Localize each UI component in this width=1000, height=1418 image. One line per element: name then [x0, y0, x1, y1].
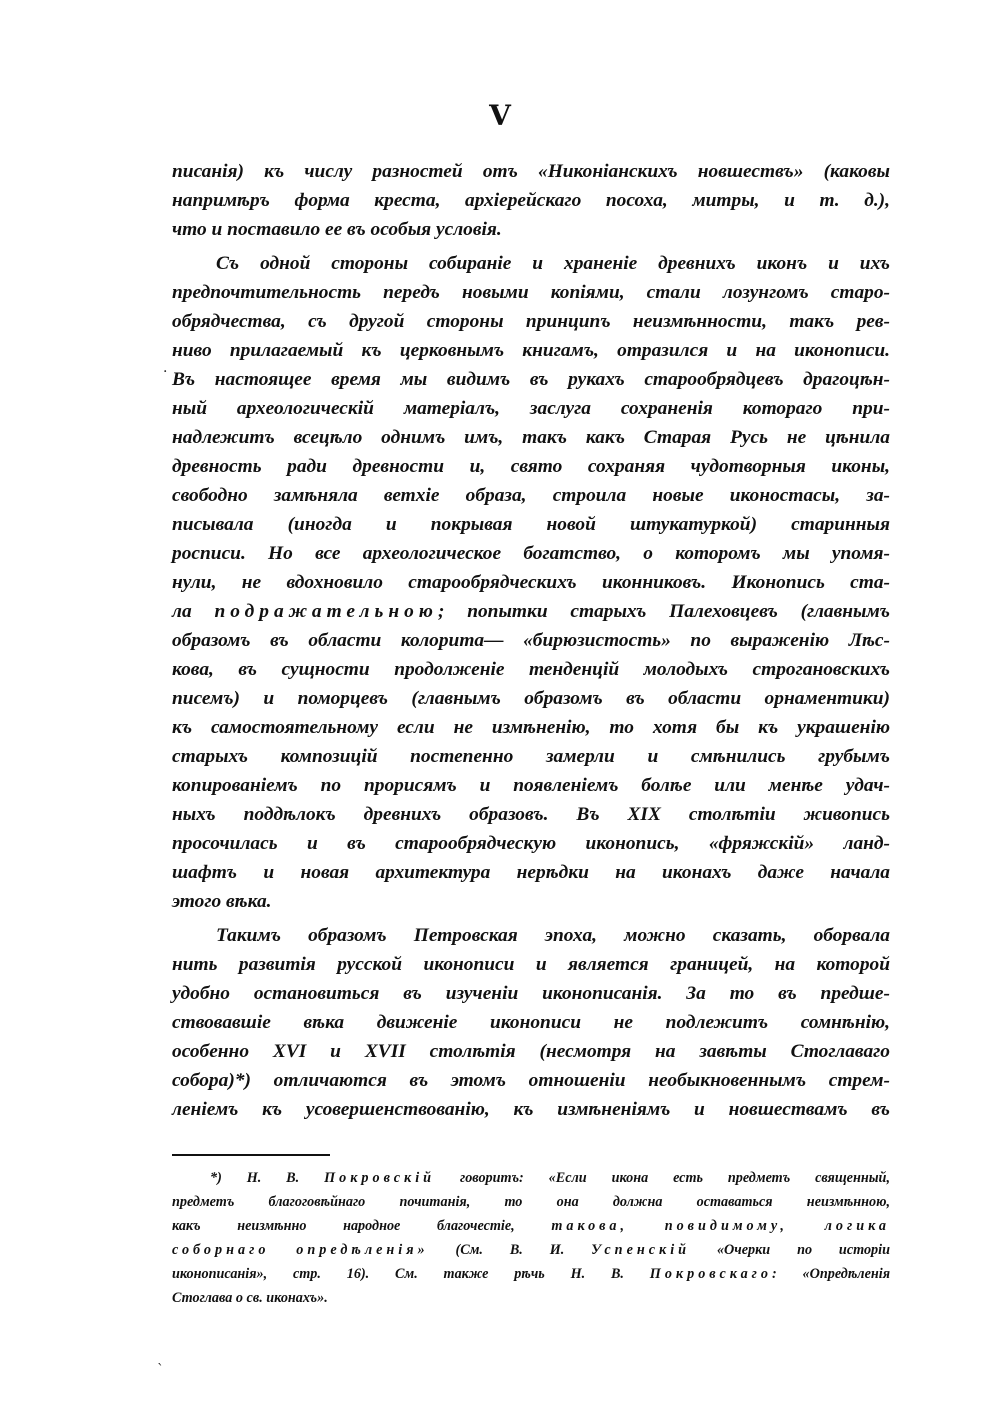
text-line: леніемъ къ усовершенствованію, къ измѣненіямъ и новшествамъ въ — [172, 1099, 890, 1120]
text-line: свободно замѣняла ветхіе образа, строила новые иконостасы, за- — [172, 485, 890, 506]
text-line: ла подражательною; попытки старыхъ Палеховцевъ (главнымъ — [172, 601, 890, 622]
footnote-line: соборнаго опредѣленія» (См. В. И. Успенскій «Очерки по исторіи — [172, 1242, 890, 1258]
spaced-emphasis: такова, — [551, 1218, 629, 1234]
text-line: просочилась и въ старообрядческую иконопись, «фряжскій» ланд- — [172, 833, 890, 854]
spaced-emphasis: Покровскій — [324, 1170, 436, 1186]
text-line: этого вѣка. — [172, 891, 272, 912]
scan-speck: ˋ — [157, 1362, 164, 1378]
text-line: ниво прилагаемый къ церковнымъ книгамъ, отразился и на иконописи. — [172, 340, 890, 361]
spaced-emphasis: Покровскаго — [649, 1266, 772, 1282]
page-number: V — [489, 99, 511, 132]
paragraph-start-line: Такимъ образомъ Петровская эпоха, можно сказать, оборвала — [216, 925, 890, 946]
text-line: предпочтительность передъ новыми копіями, стали лозунгомъ старо- — [172, 282, 890, 303]
text-line: шафтъ и новая архитектура нерѣдки на иконахъ даже начала — [172, 862, 890, 883]
text-line: нули, не вдохновило старообрядческихъ иконниковъ. Иконопись ста- — [172, 572, 890, 593]
text-line: росписи. Но все археологическое богатство, о которомъ мы упомя- — [172, 543, 890, 564]
spaced-emphasis: подражательною — [214, 601, 438, 622]
footnote-line: какъ неизмѣнно народное благочестіе, такова, повидимому, логика — [172, 1218, 891, 1234]
spaced-emphasis: соборнаго — [172, 1242, 270, 1258]
text-line: собора)*) отличаются въ этомъ отношеніи необыкновеннымъ стрем- — [172, 1070, 890, 1091]
spaced-emphasis: повидимому, — [664, 1218, 788, 1234]
text-line: нить развитія русской иконописи и является границей, на которой — [172, 954, 890, 975]
text-line: Въ настоящее время мы видимъ въ рукахъ старообрядцевъ драгоцѣн- — [172, 369, 890, 390]
spaced-emphasis: опредѣленія» — [296, 1242, 429, 1258]
footnote-line: *) Н. В. Покровскій говоритъ: «Если икона есть предметъ священный, — [210, 1170, 890, 1186]
text-line: образомъ въ области колорита— «бирюзистость» по выраженію Лѣс- — [172, 630, 890, 651]
text-line: писанія) къ числу разностей отъ «Никоніанскихъ новшествъ» (каковы — [172, 161, 890, 182]
footnote-line: предметъ благоговѣйнаго почитанія, то она должна оставаться неизмѣнною, — [172, 1194, 890, 1210]
text-line: напримѣръ форма креста, архіерейскаго посоха, митры, и т. д.), — [172, 190, 890, 211]
text-line: къ самостоятельному если не измѣненію, то хотя бы къ украшенію — [172, 717, 890, 738]
text-line: что и поставило ее въ особыя условія. — [172, 219, 502, 240]
spaced-emphasis: Успенскій — [591, 1242, 691, 1258]
text-line: особенно XVI и XVII столѣтія (несмотря на завѣты Стоглаваго — [172, 1041, 890, 1062]
text-line: кова, въ сущности продолженіе тенденцій молодыхъ строгановскихъ — [172, 659, 890, 680]
footnote-line: Стоглава о св. иконахъ». — [172, 1290, 328, 1306]
text-line: ствовавшіе вѣка движеніе иконописи не подлежитъ сомнѣнію, — [172, 1012, 890, 1033]
text-line: надлежитъ всецѣло однимъ имъ, такъ какъ Старая Русь не цѣнила — [172, 427, 890, 448]
text-line: писывала (иногда и покрывая новой штукатуркой) старинныя — [172, 514, 890, 535]
footnote-line: иконописанія», стр. 16). См. также рѣчь Н. В. Покровскаго: «Опредѣленія — [172, 1266, 890, 1282]
text-line: обрядчества, съ другой стороны принципъ неизмѣнности, такъ рев- — [172, 311, 890, 332]
spaced-emphasis: логика — [824, 1218, 891, 1234]
text-line: ныхъ поддѣлокъ древнихъ образовъ. Въ XIX столѣтіи живопись — [172, 804, 890, 825]
text-line: старыхъ композицій постепенно замерли и смѣнились грубымъ — [172, 746, 890, 767]
paragraph-start-line: Съ одной стороны собираніе и храненіе древнихъ иконъ и ихъ — [216, 253, 890, 274]
text-line: писемъ) и поморцевъ (главнымъ образомъ въ области орнаментики) — [172, 688, 890, 709]
text-line: ный археологическій матеріалъ, заслуга сохраненія котораго при- — [172, 398, 890, 419]
text-line: удобно остановиться въ изученіи иконописанія. За то въ предше- — [172, 983, 890, 1004]
text-line: копированіемъ по прорисямъ и появленіемъ болѣе или менѣе удач- — [172, 775, 890, 796]
scan-speck: · — [163, 364, 168, 380]
footnote-divider — [172, 1154, 330, 1156]
text-line: древность ради древности и, свято сохраняя чудотворныя иконы, — [172, 456, 890, 477]
